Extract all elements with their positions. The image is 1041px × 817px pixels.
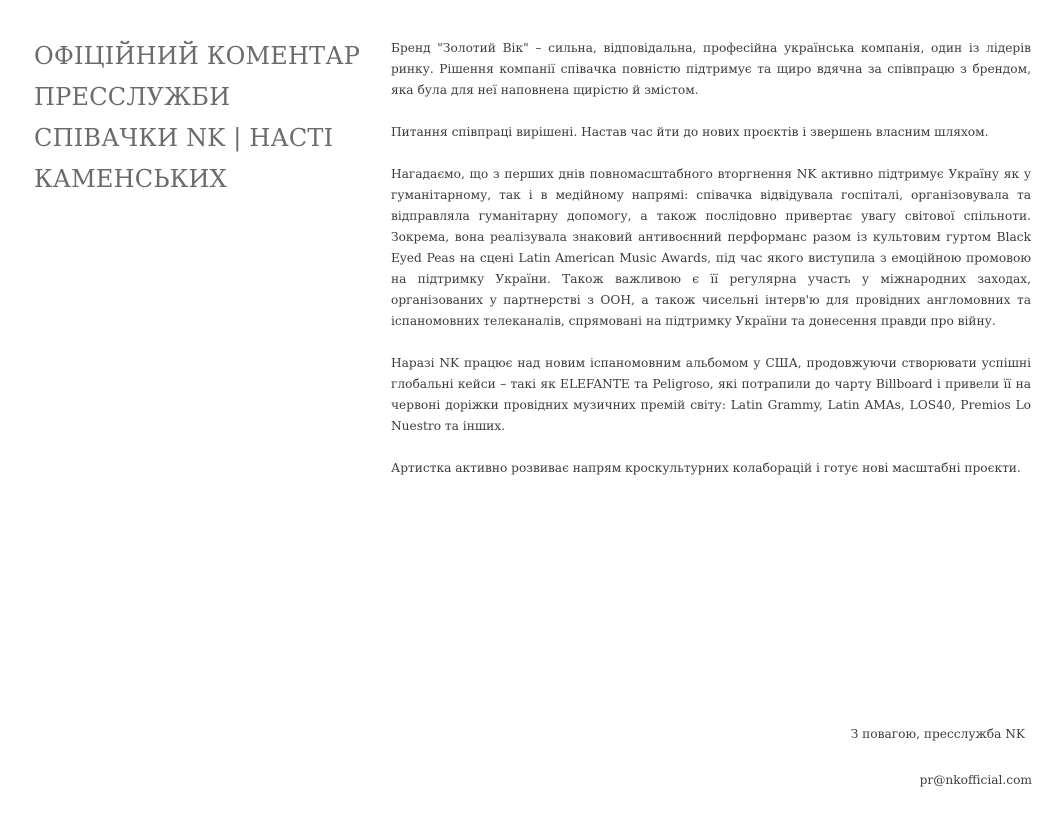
paragraph-new-album: Наразі NK працює над новим іспаномовним альбомом у США, продовжуючи створювати успішні глобальні кейси – такі як ELEFANTE та Peligroso, які потрапили до чарту Billboard і привели її на червоні доріжки провідних музичних премій світу: Latin Grammy, Latin AMAs, LOS40, Premios Lo Nuestro та інших.	[391, 356, 1031, 433]
signature: З повагою, пресслужба NK	[850, 727, 1025, 741]
page-title: ОФІЦІЙНИЙ КОМЕНТАР ПРЕССЛУЖБИ СПІВАЧКИ NK | НАСТІ КАМЕНСЬКИХ	[34, 42, 361, 193]
paragraph-support-ukraine: Нагадаємо, що з перших днів повномасштабного вторгнення NK активно підтримує Україну як у гуманітарному, так і в медійному напрямі: співачка відвідувала госпіталі, організовувала та відправляла гуманітарну допомогу, а також послідовно привертає увагу світової спільноти. Зокрема, вона реалізувала знаковий антивоєнний перформанс разом із культовим гуртом Black Eyed Peas на сцені Latin American Music Awards, під час якого виступила з емоційною промовою на підтримку України. Також важливою є її регулярна участь у міжнародних заходах, організованих у партнерстві з ООН, а також чисельні інтерв'ю для провідних англомовних та іспаномовних телеканалів, спрямовані на підтримку України та донесення правди про війну.	[391, 167, 1031, 328]
contact-email[interactable]: pr@nkofficial.com	[919, 773, 1032, 787]
title-column	[34, 36, 364, 200]
statement-body	[391, 38, 1031, 500]
paragraph-collaborations: Артистка активно розвиває напрям кроскультурних колаборацій і готує нові масштабні проєкти.	[391, 461, 1021, 475]
paragraph-cooperation: Питання співпраці вирішені. Настав час йти до нових проєктів і звершень власним шляхом.	[391, 125, 989, 139]
paragraph-brand: Бренд "Золотий Вік" – сильна, відповідальна, професійна українська компанія, один із лідерів ринку. Рішення компанії співачка повністю підтримує та щиро вдячна за співпрацю з брендом, яка була для неї наповнена щирістю й змістом.	[391, 41, 1031, 97]
